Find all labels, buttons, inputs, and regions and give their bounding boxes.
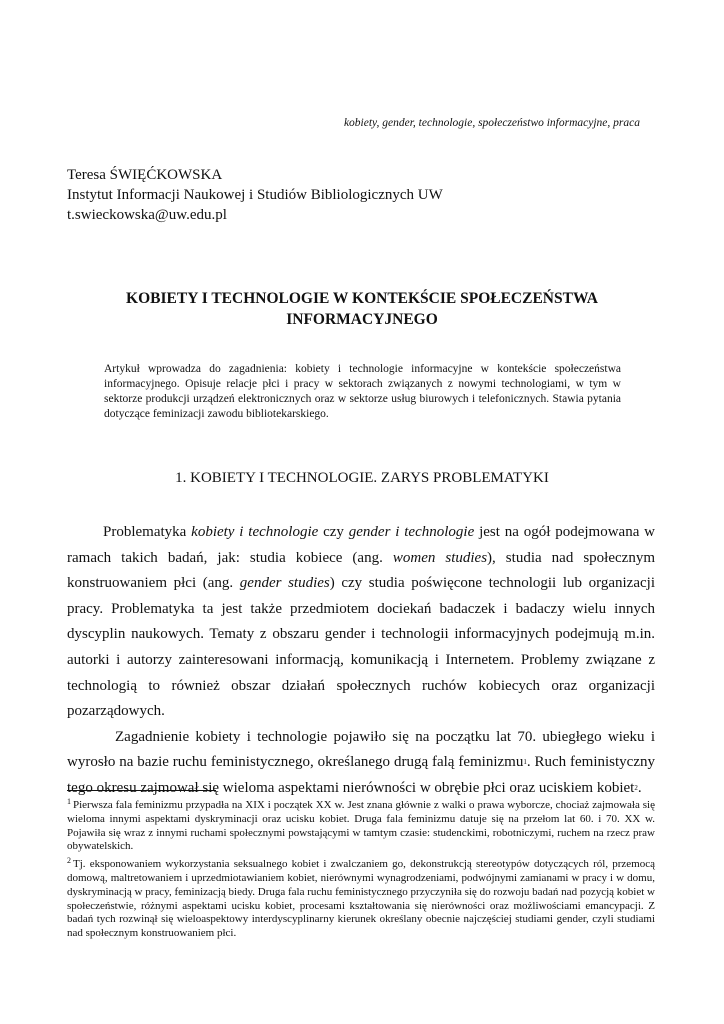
footnote-ref-2[interactable]: 2: [634, 783, 638, 792]
p1-italic-3: women studies: [392, 549, 488, 566]
p1-text-3: jest na ogół podejmowana w ramach takich badań, jak: studia kobiece (ang.: [67, 524, 656, 566]
footnote-1: [67, 795, 655, 854]
section-heading: 1. KOBIETY I TECHNOLOGIE. ZARYS PROBLEMATYKI: [175, 470, 549, 486]
article-title-line-2: INFORMACYJNEGO: [286, 311, 438, 328]
p1-italic-2: gender i technologie: [348, 524, 475, 540]
p1-text-2: czy: [318, 524, 349, 540]
footnote-1-text: Pierwsza fala feminizmu przypadła na XIX i początek XX w. Jest znana głównie z walki o prawa wyborcze, chociaż zajmowała się wieloma innymi aspektami dyskryminacji oraz ucisku kobiet. Druga fala feminizmu datuje się na przełom lat 60. i 70. XX w. Pojawiła się wraz z innymi ruchami społecznymi powstającymi w tamtym czasie: studenckimi, robotniczymi, ruchem na rzecz praw obywatelskich.: [67, 799, 655, 853]
footnote-2-text: Tj. eksponowaniem wykorzystania seksualnego kobiet i zwalczaniem go, dekonstrukcją stereotypów dotyczących ról, przemocą domową, maltretowaniem i uprzedmiotawianiem kobiet, nierównymi wynagrodzeniami, podwójnymi zamianami w pracy i w domu, dyskryminacją w pracy, feminizacją biedy. Druga fala ruchu feministycznego przyczyniła się do rozwoju badań nad pozycją kobiet w społeczeństwie, różnymi aspektami ucisku kobiet, procesami kształtowania się nierówności oraz możliwościami emancypacji. Z badań tych rozwinął się wieloaspektowy interdyscyplinarny kierunek określany obecnie najczęściej studiami gender, czyli studiami nad społecznym konstruowaniem płci.: [67, 858, 655, 940]
abstract: [104, 362, 621, 422]
author-email[interactable]: t.swieckowska@uw.edu.pl: [67, 207, 227, 223]
paragraph-1: [67, 520, 655, 725]
footnote-ref-1[interactable]: 1: [523, 758, 527, 767]
p1-text-4: ), studia nad społecznym konstruowaniem płci (ang.: [67, 549, 655, 592]
p1-text-5: ) czy studia poświęcone technologii lub organizacji pracy. Problematyka ta jest także przedmiotem dociekań badaczek i badaczy wielu innych dyscyplin naukowych. Tematy z obszaru gender i technologii informacyjnych podejmują m.in. autorki i autorzy zainteresowani informacją, komunikacją i Internetem. Problemy związane z technologią to również obszar działań społecznych ruchów kobiecych oraz organizacji pozarządowych.: [67, 575, 655, 720]
abstract-text: Artykuł wprowadza do zagadnienia: kobiety i technologie informacyjne w kontekście społeczeństwa informacyjnego. Opisuje relacje płci i pracy w sektorach związanych z nowymi technologiami, w tym w sektorze produkcji urządzeń elektronicznych oraz w sektorze usług biurowych i telefonicznych. Stawia pytania dotyczące feminizacji zawodu bibliotekarskiego.: [104, 363, 621, 420]
p1-text-1: Problematyka: [103, 524, 192, 540]
p2-text-2: . Ruch feministyczny tego okresu zajmował się wieloma aspektami nierówności w obrębie płci oraz uciskiem kobiet: [67, 754, 655, 796]
footnote-2-number: 2: [67, 856, 71, 866]
keywords-line: kobiety, gender, technologie, społeczeństwo informacyjne, praca: [343, 117, 640, 129]
author-name: Teresa ŚWIĘĆKOWSKA: [67, 167, 223, 183]
p1-italic-4: gender studies: [239, 575, 330, 592]
p2-text-1: Zagadnienie kobiety i technologie pojawiło się na początku lat 70. ubiegłego wieku i wyrosło na bazie ruchu feministycznego, określanego drugą falą feminizmu: [67, 728, 655, 771]
footnote-1-number: 1: [67, 797, 71, 806]
footnotes: [67, 795, 655, 941]
body-text: [67, 520, 655, 802]
footnote-2: [67, 854, 655, 941]
article-title: [67, 288, 657, 330]
p2-text-3: .: [637, 779, 642, 796]
author-institution: Instytut Informacji Naukowej i Studiów Bibliologicznych UW: [67, 187, 443, 203]
footnote-divider: [67, 790, 216, 791]
p1-italic-1: kobiety i technologie: [191, 524, 319, 540]
article-title-line-1: KOBIETY I TECHNOLOGIE W KONTEKŚCIE SPOŁECZEŃSTWA: [126, 290, 598, 307]
author-block: [67, 165, 667, 225]
